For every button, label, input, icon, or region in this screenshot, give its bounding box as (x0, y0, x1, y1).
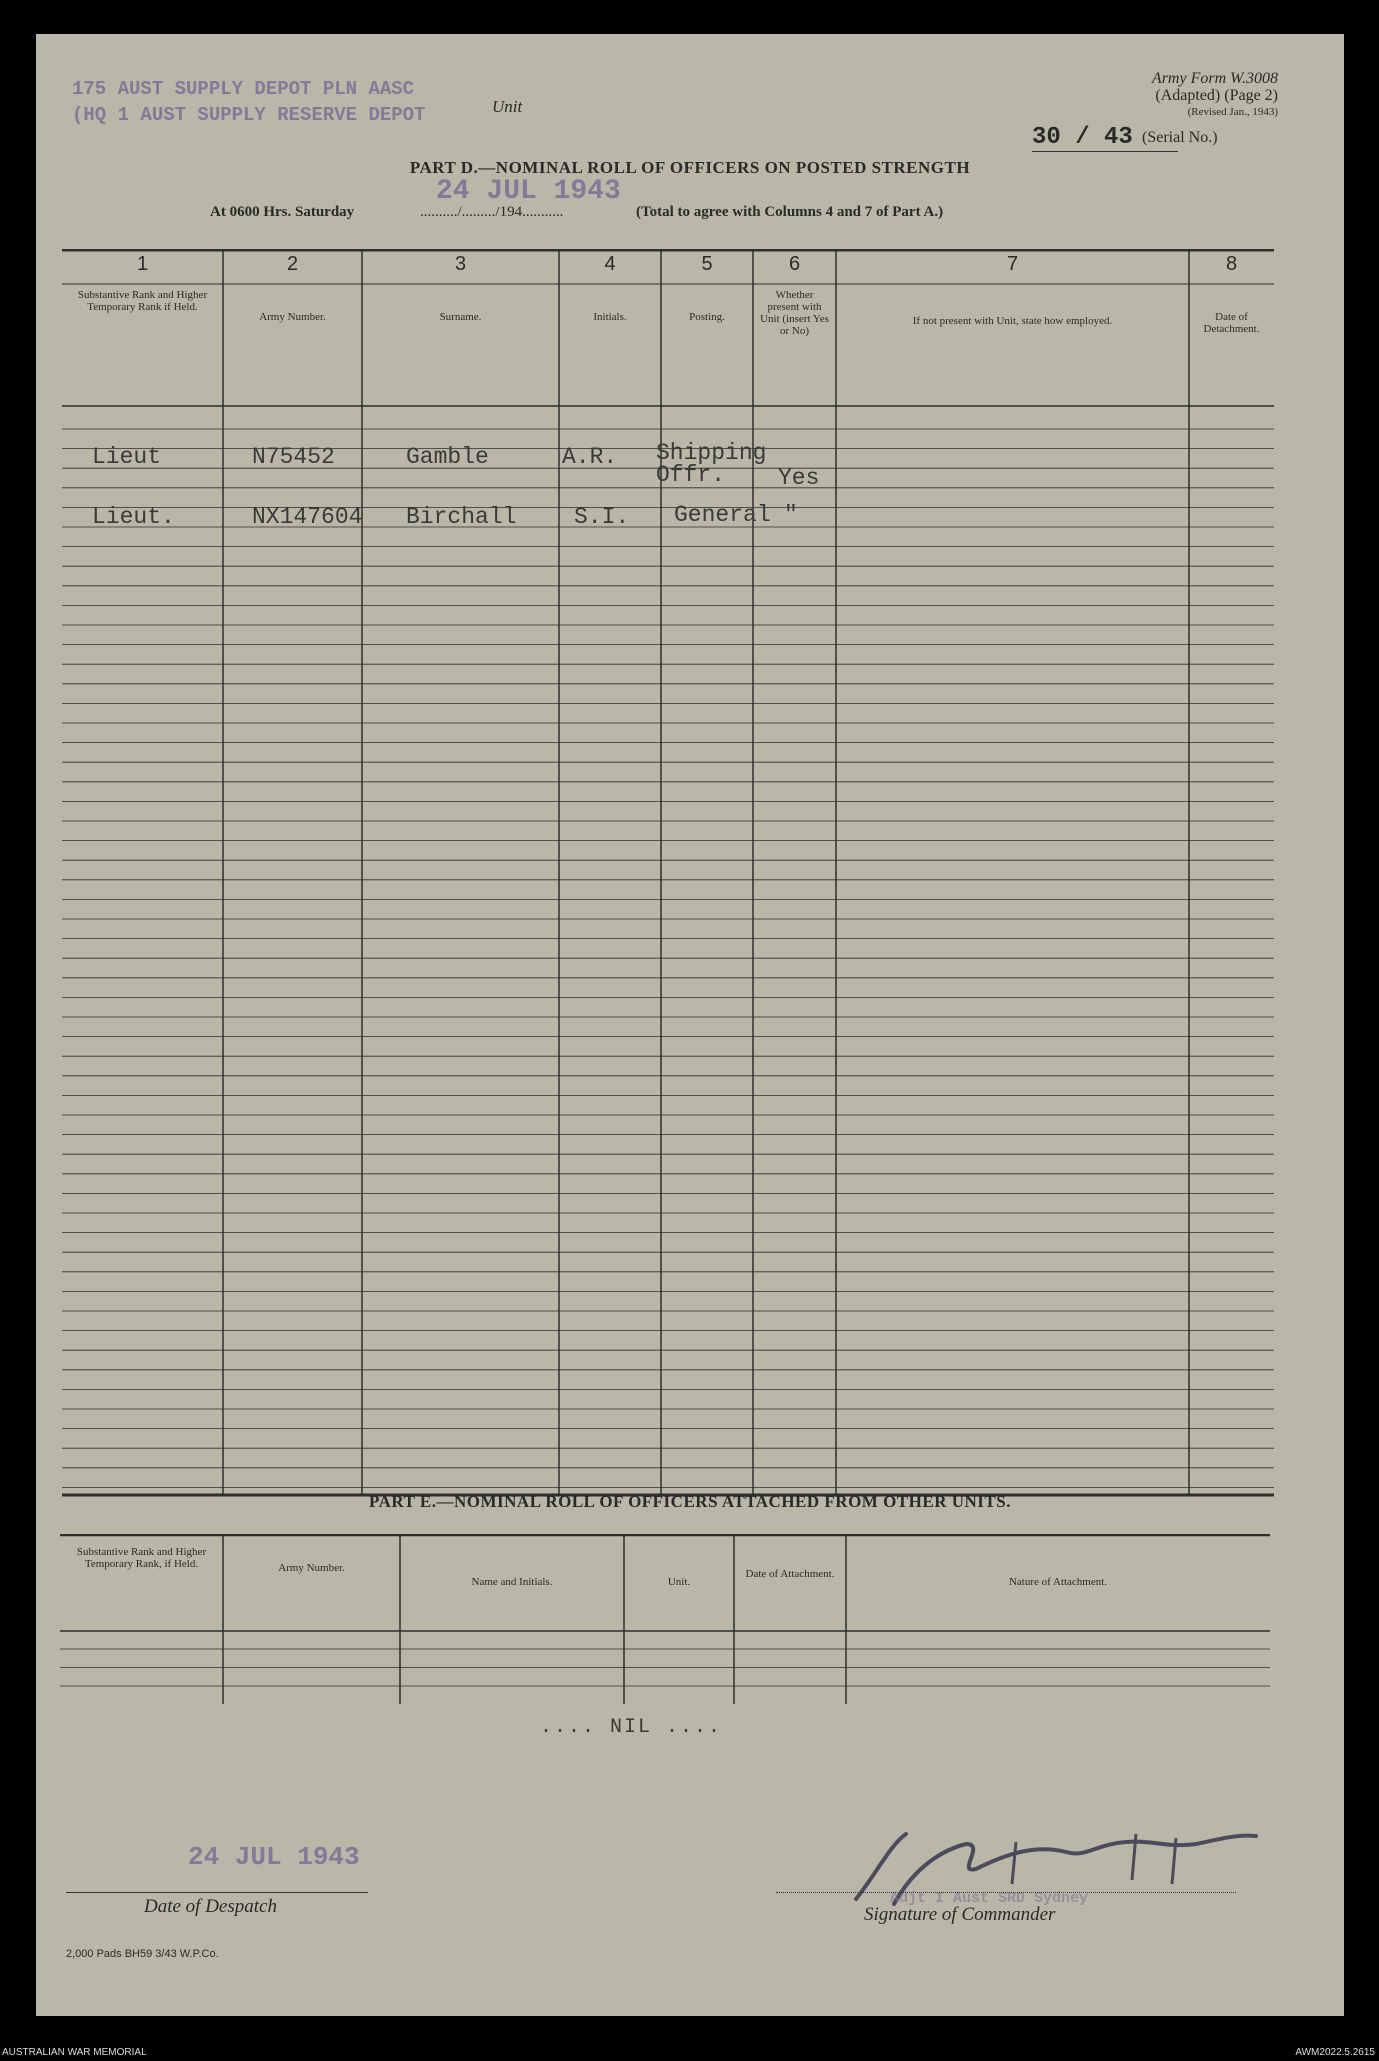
part-e-colhead-6: Nature of Attachment. (1008, 1576, 1108, 1588)
commander-stamp: Adjt I Aust SRD Sydney (890, 1890, 1089, 1907)
part-d-title: PART D.—NOMINAL ROLL OF OFFICERS ON POSTED STRENGTH (409, 158, 971, 177)
serial-label: (Serial No.) (1142, 129, 1218, 146)
part-d-colhead-5: Posting. (689, 311, 725, 323)
form-name: Army Form W.3008 (1151, 70, 1278, 87)
date-stamp: 24 JUL 1943 (436, 176, 621, 207)
part-d-colnum-3: 3 (454, 253, 467, 275)
part-d-colnum-2: 2 (286, 253, 299, 275)
date-note: (Total to agree with Columns 4 and 7 of Part A.) (636, 204, 944, 220)
row1-present: Yes (778, 465, 820, 491)
row1-rank: Lieut (92, 444, 162, 470)
row2-initials: S.I. (574, 504, 630, 530)
part-d-colhead-8: Date of Detachment. (1203, 311, 1260, 335)
unit-stamp-line2: (HQ 1 AUST SUPPLY RESERVE DEPOT (72, 104, 426, 126)
part-d-grid (62, 249, 1274, 1497)
row1-posting: Shipping Offr. (656, 440, 767, 488)
signature-label: Signature of Commander (864, 1904, 1056, 1925)
part-d-colnum-7: 7 (1006, 253, 1019, 275)
part-e-title: PART E.—NOMINAL ROLL OF OFFICERS ATTACHED FROM OTHER UNITS. (369, 1492, 1011, 1511)
part-d-colnum-5: 5 (701, 253, 713, 275)
part-d-colhead-6: Whether present with Unit (insert Yes or No) (760, 289, 829, 337)
part-d-colnum-4: 4 (604, 253, 616, 275)
form-adapted: (Adapted) (Page 2) (1155, 87, 1278, 104)
part-e-colhead-3: Name and Initials. (471, 1576, 553, 1588)
part-d-colhead-4: Initials. (593, 311, 627, 323)
row1-initials: A.R. (562, 444, 618, 470)
part-d-colnum-6: 6 (788, 253, 801, 275)
part-e-grid (60, 1534, 1270, 1704)
part-d-colhead-7: If not present with Unit, state how employed. (912, 315, 1113, 327)
part-d-colhead-3: Surname. (439, 311, 482, 323)
row2-posting: General (674, 502, 771, 528)
row2-rank: Lieut. (92, 504, 175, 530)
row2-present: " (784, 502, 798, 528)
credit-left: AUSTRALIAN WAR MEMORIAL (2, 2047, 147, 2058)
unit-stamp-line1: 175 AUST SUPPLY DEPOT PLN AASC (72, 78, 415, 100)
part-e-colhead-1: Substantive Rank and Higher Temporary Rank, if Held. (76, 1546, 207, 1570)
despatch-label: Date of Despatch (144, 1896, 277, 1917)
row1-surname: Gamble (406, 444, 489, 470)
part-d-colhead-2: Army Number. (259, 311, 326, 323)
part-e-colhead-2: Army Number. (278, 1562, 345, 1574)
signature-line (776, 1892, 1236, 1893)
serial-value: 30 / 43 (1032, 124, 1178, 152)
form-revised: (Revised Jan., 1943) (1187, 106, 1278, 118)
part-d-colnum-8: 8 (1225, 253, 1238, 275)
row2-surname: Birchall (406, 504, 517, 530)
part-e-colhead-5: Date of Attachment. (745, 1568, 835, 1580)
form-sheet (36, 34, 1344, 2016)
part-d-colhead-1: Substantive Rank and Higher Temporary Rank if Held. (77, 289, 208, 313)
print-info: 2,000 Pads BH59 3/43 W.P.Co. (66, 1948, 219, 1960)
part-d-colnum-1: 1 (136, 253, 149, 275)
part-e-colhead-4: Unit. (667, 1576, 691, 1588)
date-prefix: At 0600 Hrs. Saturday (210, 204, 355, 220)
date-blank: ........../........./194........... (420, 204, 564, 220)
row1-number: N75452 (252, 444, 335, 470)
credit-right: AWM2022.5.2615 (1295, 2047, 1375, 2058)
part-e-table (60, 1534, 1270, 1739)
despatch-stamp: 24 JUL 1943 (188, 1842, 360, 1872)
row2-number: NX147604 (252, 504, 363, 530)
despatch-line (66, 1892, 368, 1893)
part-e-nil-entry: .... NIL .... (540, 1716, 723, 1739)
unit-label: Unit (492, 97, 523, 116)
part-d-table (62, 249, 1274, 1497)
